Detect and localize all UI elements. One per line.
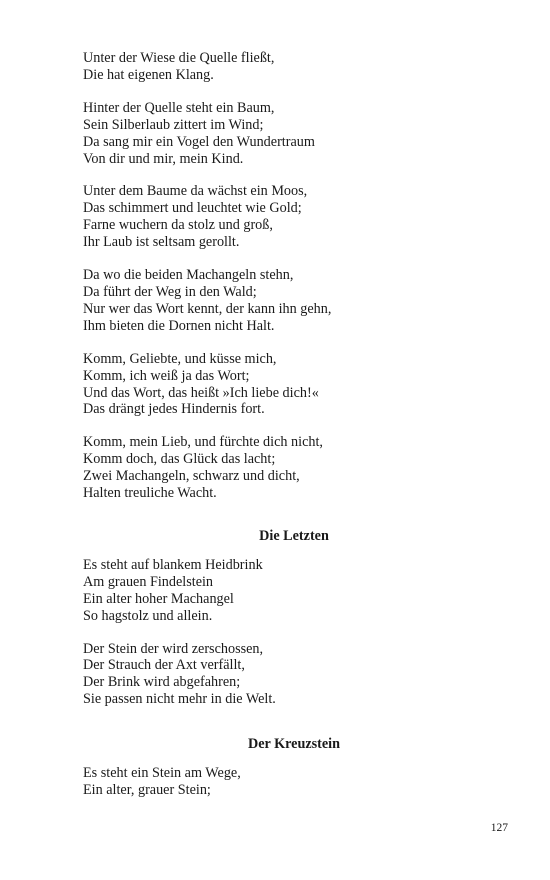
- poem-continued: [83, 50, 503, 502]
- poem-title: Der Kreuzstein: [247, 736, 341, 753]
- verse-line: Am grauen Findelstein: [83, 573, 214, 590]
- poem-die-letzten: [83, 557, 503, 708]
- poem-title: Die Letzten: [259, 527, 329, 544]
- verse-line: Hinter der Quelle steht ein Baum,: [83, 99, 275, 116]
- verse-line: Es steht auf blankem Heidbrink: [83, 556, 263, 573]
- verse-line: Ihm bieten die Dornen nicht Halt.: [83, 317, 275, 334]
- verse-line: Da wo die beiden Machangeln stehn,: [83, 267, 294, 284]
- page-number: 127: [490, 822, 508, 834]
- verse-line: Und das Wort, das heißt »Ich liebe dich!«: [83, 384, 319, 401]
- stanza: [83, 765, 503, 799]
- verse-line: Unter dem Baume da wächst ein Moos,: [83, 183, 308, 200]
- stanza: [83, 351, 503, 419]
- verse-line: Da sang mir ein Vogel den Wundertraum: [83, 133, 315, 150]
- stanza: [83, 50, 503, 84]
- stanza: [83, 267, 503, 335]
- stanza: [83, 434, 503, 502]
- verse-line: Zwei Machangeln, schwarz und dicht,: [83, 468, 300, 485]
- verse-line: Farne wuchern da stolz und groß,: [83, 217, 273, 234]
- verse-line: Ein alter hoher Machangel: [83, 590, 234, 607]
- verse-line: Das schimmert und leuchtet wie Gold;: [83, 200, 302, 217]
- verse-line: Das drängt jedes Hindernis fort.: [83, 401, 265, 418]
- verse-line: Sein Silberlaub zittert im Wind;: [83, 116, 264, 133]
- verse-line: Es steht ein Stein am Wege,: [83, 765, 241, 782]
- verse-line: Komm doch, das Glück das lacht;: [83, 451, 276, 468]
- verse-line: Unter der Wiese die Quelle fließt,: [83, 50, 275, 66]
- verse-line: Von dir und mir, mein Kind.: [83, 150, 244, 167]
- verse-line: Der Stein der wird zerschossen,: [83, 640, 264, 657]
- verse-line: Komm, ich weiß ja das Wort;: [83, 367, 250, 384]
- stanza: [83, 641, 503, 709]
- verse-line: Halten treuliche Wacht.: [83, 485, 217, 502]
- verse-line: Der Strauch der Axt verfällt,: [83, 657, 245, 674]
- stanza: [83, 183, 503, 251]
- verse-line: Komm, mein Lieb, und fürchte dich nicht,: [83, 434, 323, 451]
- verse-line: Ihr Laub ist seltsam gerollt.: [83, 234, 240, 251]
- verse-line: Die hat eigenen Klang.: [83, 66, 214, 83]
- stanza: [83, 557, 503, 625]
- verse-line: Da führt der Weg in den Wald;: [83, 283, 257, 300]
- verse-line: Ein alter, grauer Stein;: [83, 782, 211, 799]
- verse-line: Nur wer das Wort kennt, der kann ihn gehn,: [83, 300, 332, 317]
- stanza: [83, 100, 503, 168]
- page-text: [83, 50, 503, 799]
- verse-line: Komm, Geliebte, und küsse mich,: [83, 350, 277, 367]
- verse-line: Sie passen nicht mehr in die Welt.: [83, 691, 276, 708]
- verse-line: So hagstolz und allein.: [83, 607, 213, 624]
- poem-der-kreuzstein: [83, 765, 503, 799]
- verse-line: Der Brink wird abgefahren;: [83, 674, 241, 691]
